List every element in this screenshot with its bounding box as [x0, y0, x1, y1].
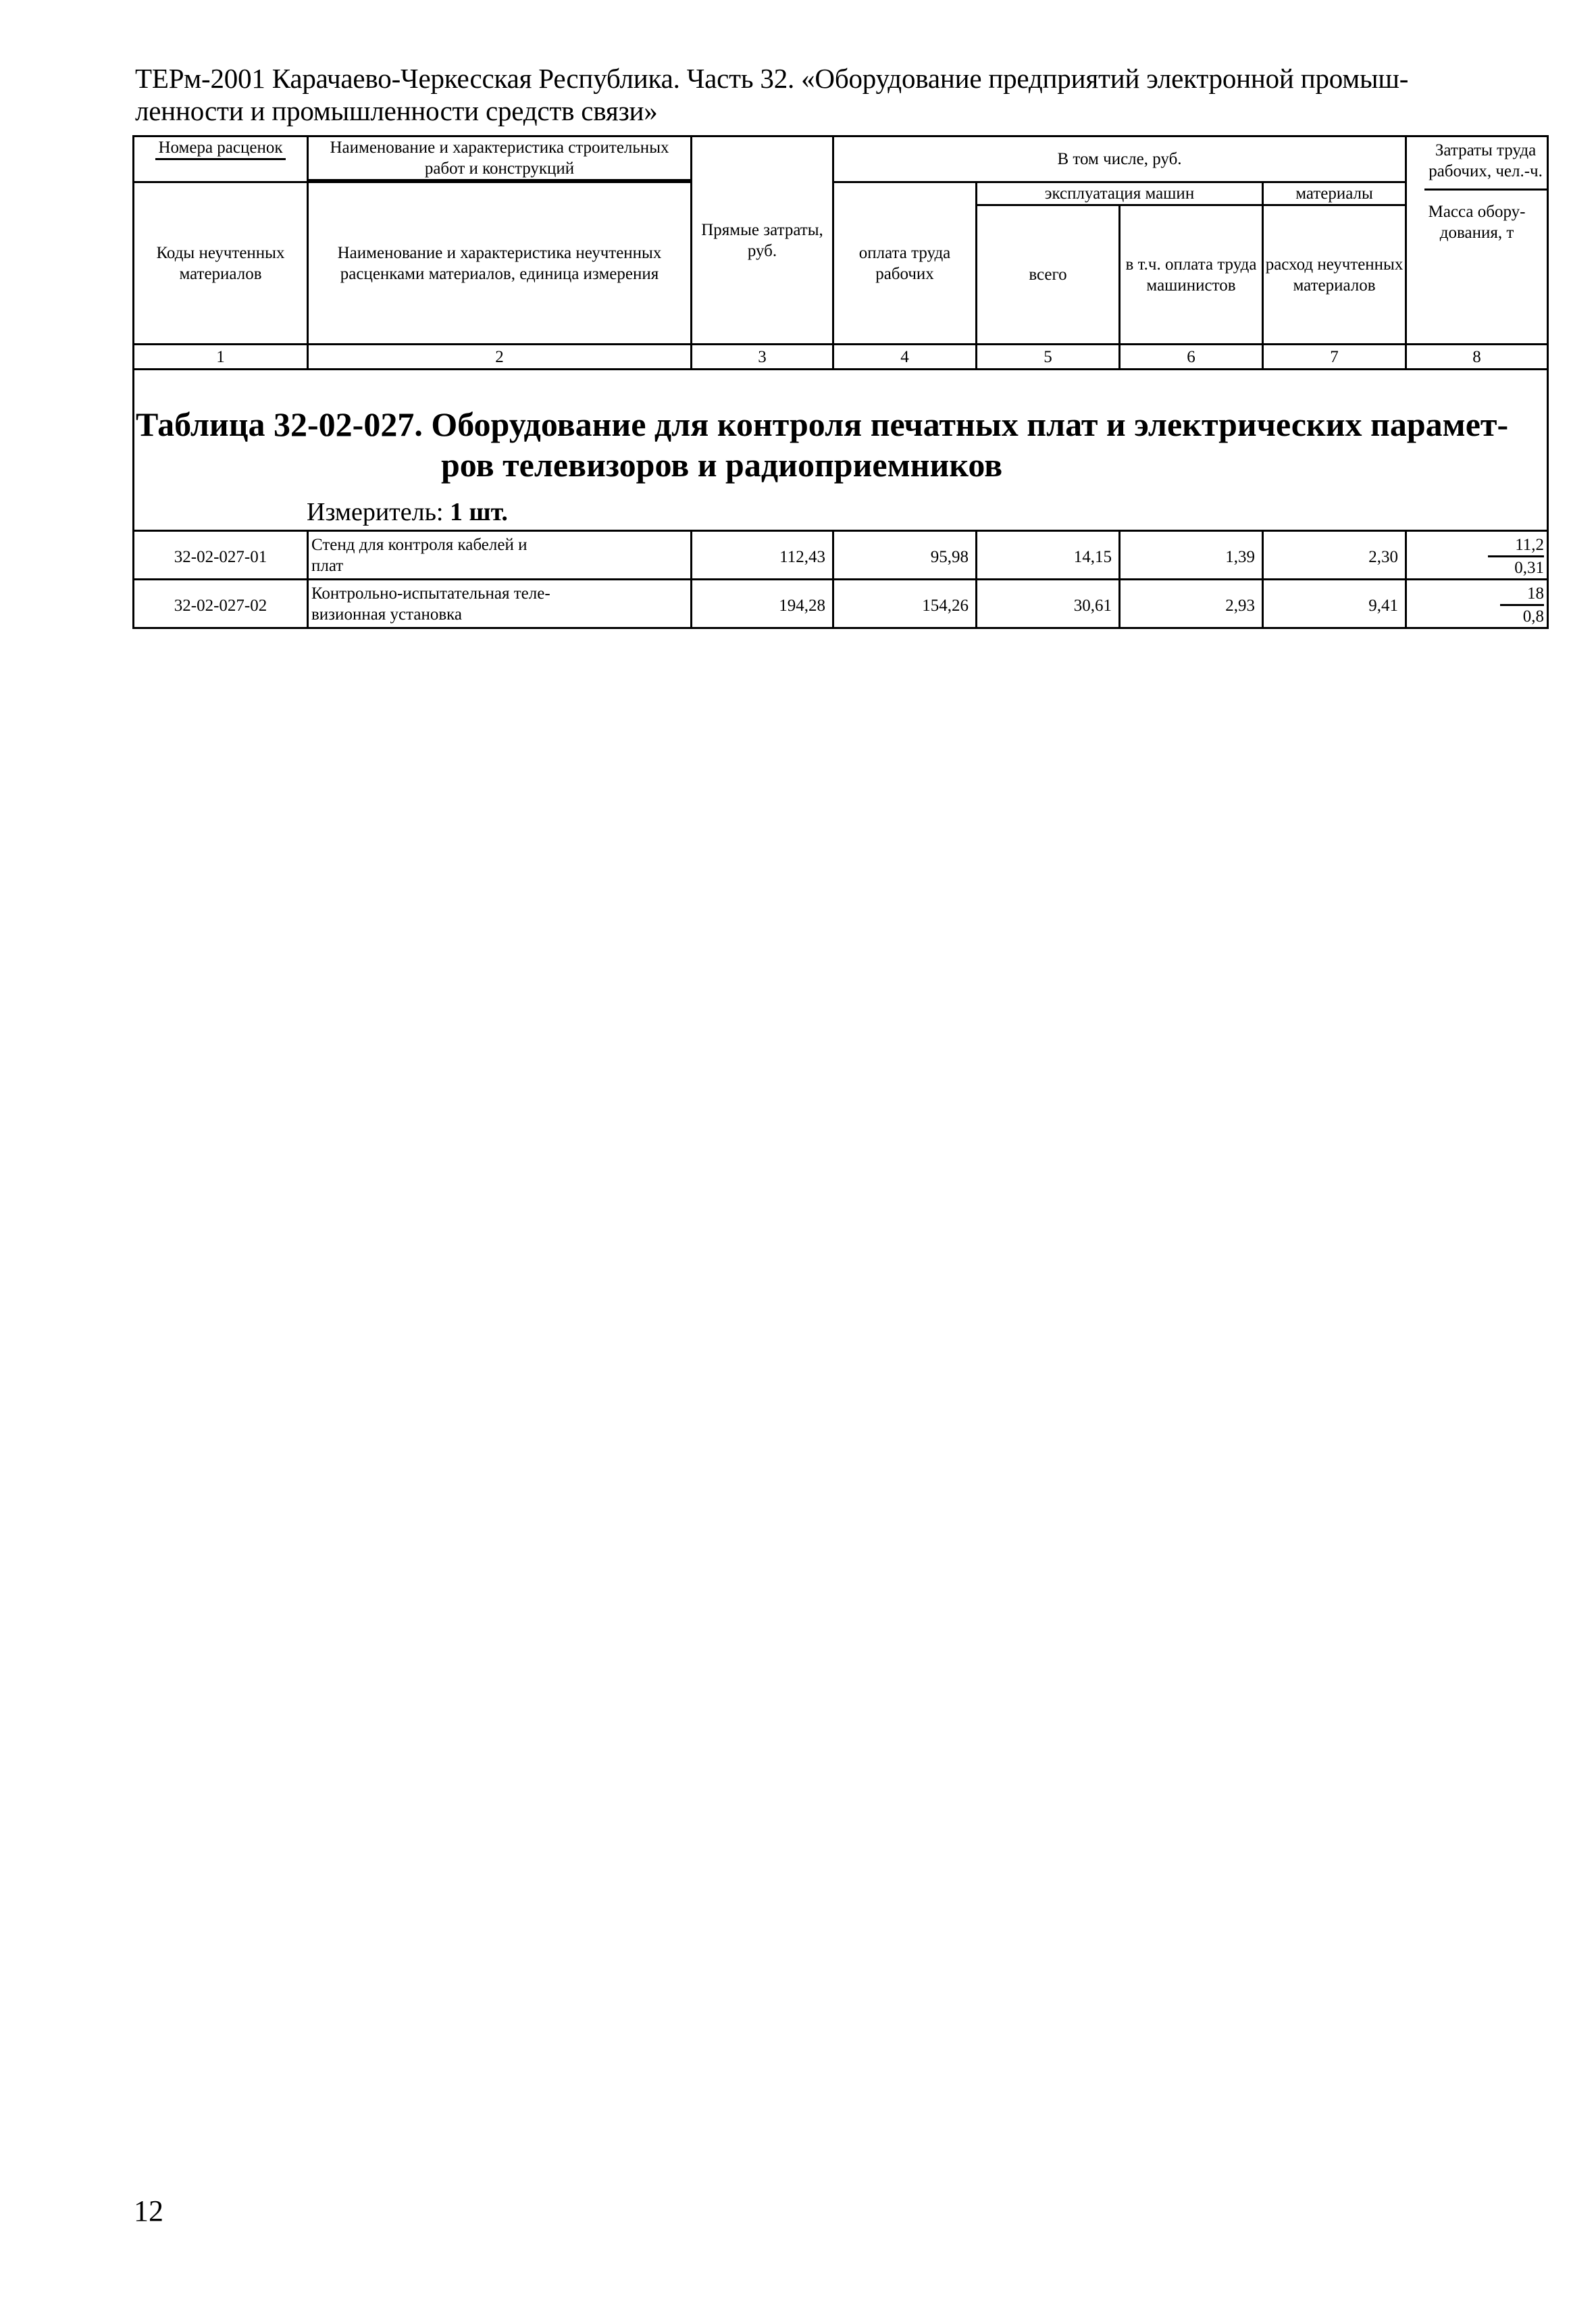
col-header-materials: материалы	[1263, 182, 1406, 205]
col-header-rate-numbers: Номера расценок	[134, 136, 308, 182]
direct-costs-value: 194,28	[692, 580, 833, 628]
section-title: Таблица 32-02-027. Оборудование для контроля печатных плат и электрических парамет- ров телевизоров и радиоприемников	[136, 405, 1509, 484]
section-title-cell	[134, 370, 1548, 531]
col-number-6: 6	[1120, 345, 1263, 370]
rates-table	[132, 135, 1549, 629]
col-header-worker-pay: оплата труда рабочих	[833, 182, 977, 345]
materials-value: 2,30	[1263, 531, 1406, 580]
header-line-1: ТЕРм-2001 Карачаево-Черкесская Республика. Часть 32. «Оборудование предприятий электронной промыш-	[135, 63, 1409, 94]
machinist-pay-value: 2,93	[1120, 580, 1263, 628]
col-header-direct-costs: Прямые затраты, руб.	[692, 136, 833, 345]
labor-mass-value	[1406, 531, 1548, 580]
table-row	[134, 531, 1548, 580]
rate-name: Стенд для контроля кабелей и плат	[308, 531, 692, 580]
materials-value: 9,41	[1263, 580, 1406, 628]
direct-costs-value: 112,43	[692, 531, 833, 580]
col-header-labor-mass	[1406, 136, 1548, 345]
measure-line: Измеритель: 1 шт.	[307, 498, 508, 526]
col-number-3: 3	[692, 345, 833, 370]
col-number-5: 5	[977, 345, 1120, 370]
worker-pay-value: 154,26	[833, 580, 977, 628]
col-header-work-name: Наименование и характеристика строительных работ и конструкций	[308, 136, 692, 182]
col-header-materials-use: расход неучтенных материалов	[1263, 205, 1406, 345]
col-header-including: В том числе, руб.	[833, 136, 1406, 182]
mass-value: 0,8	[1522, 607, 1545, 626]
col-number-8: 8	[1406, 345, 1548, 370]
machinist-pay-value: 1,39	[1120, 531, 1263, 580]
col-header-material-name: Наименование и характеристика неучтенных расценками материалов, единица измерения	[308, 182, 692, 345]
col-header-labor-costs: Затраты труда рабочих, чел.-ч.	[1424, 137, 1547, 191]
page-header	[135, 62, 1479, 127]
col-header-equipment-mass: Масса обору-дования, т	[1428, 203, 1526, 242]
col-header-machines: эксплуатация машин	[977, 182, 1263, 205]
worker-pay-value: 95,98	[833, 531, 977, 580]
col-header-machinist-pay: в т.ч. оплата труда машинистов	[1120, 205, 1263, 345]
labor-mass-value	[1406, 580, 1548, 628]
col-header-machines-total: всего	[977, 205, 1120, 345]
col-number-2: 2	[308, 345, 692, 370]
table-row	[134, 580, 1548, 628]
header-line-2: ленности и промышленности средств связи»	[135, 95, 658, 126]
col-number-1: 1	[134, 345, 308, 370]
col-number-4: 4	[833, 345, 977, 370]
page-number: 12	[134, 2194, 163, 2228]
machines-total-value: 14,15	[977, 531, 1120, 580]
col-header-material-codes: Коды неучтенных материалов	[134, 182, 308, 345]
mass-value: 0,31	[1514, 559, 1545, 577]
rate-name: Контрольно-испытательная теле- визионная установка	[308, 580, 692, 628]
machines-total-value: 30,61	[977, 580, 1120, 628]
rate-code: 32-02-027-01	[134, 531, 308, 580]
labor-value: 11,2	[1488, 534, 1544, 557]
col-number-7: 7	[1263, 345, 1406, 370]
rate-code: 32-02-027-02	[134, 580, 308, 628]
labor-value: 18	[1500, 583, 1544, 606]
